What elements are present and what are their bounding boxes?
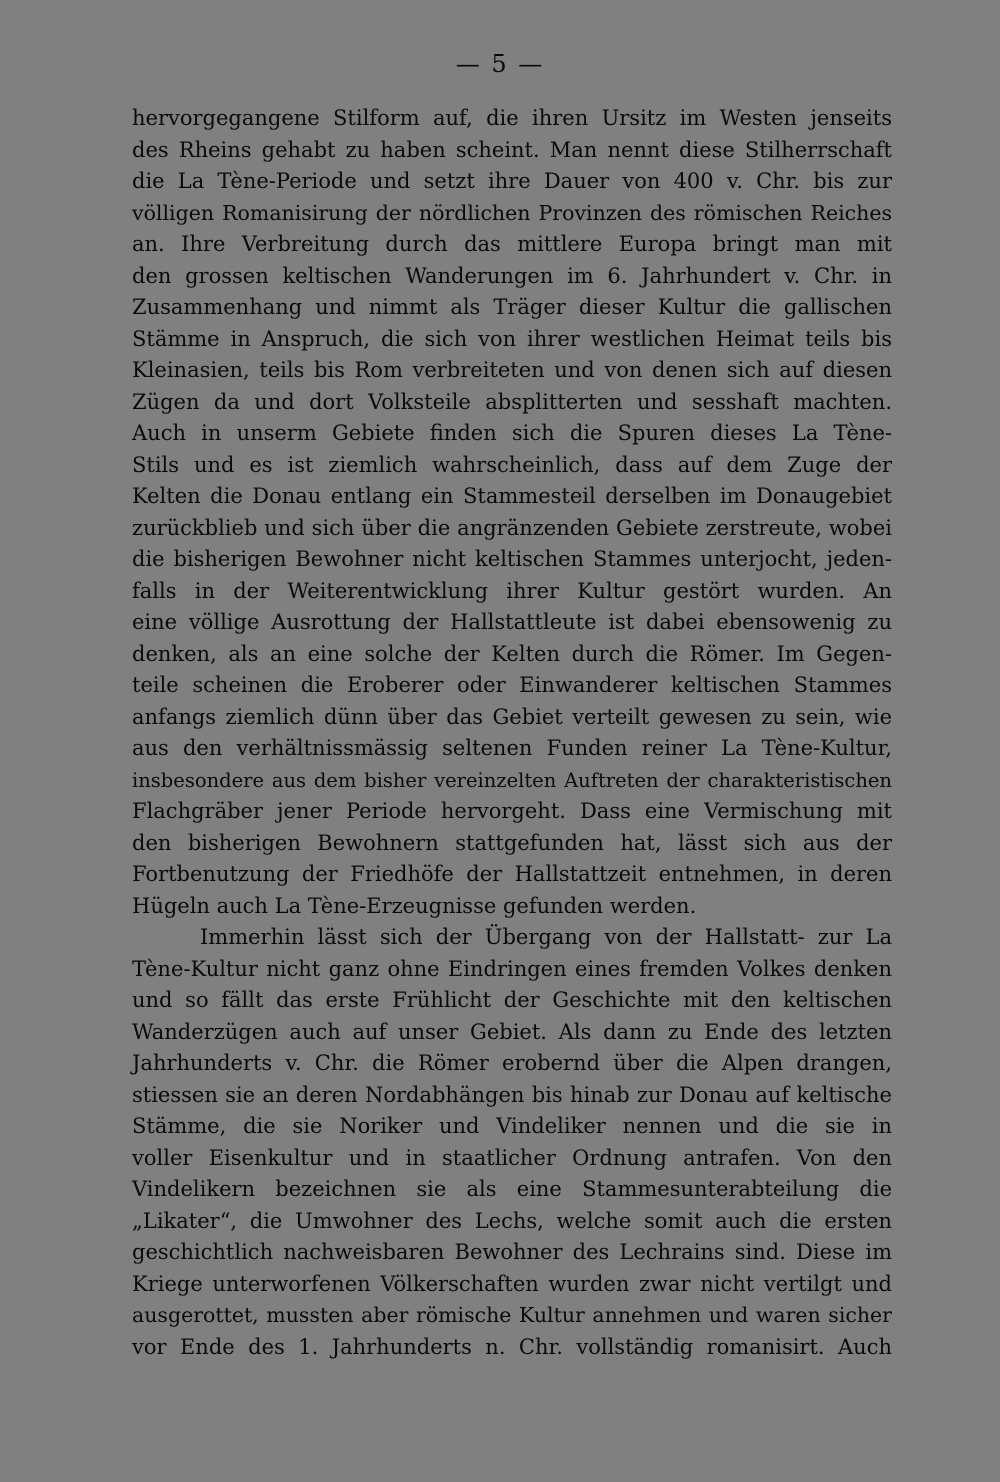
text-line: aus den verhältnissmässig seltenen Funden reiner La Tène-Kultur,: [132, 736, 892, 760]
text-line: Immerhin lässt sich der Übergang von der Hallstatt- zur La: [200, 925, 892, 949]
text-line: den grossen keltischen Wanderungen im 6. Jahrhundert v. Chr. in: [132, 263, 892, 288]
text-line: vor Ende des 1. Jahrhunderts n. Chr. vollständig romanisirt. Auch: [132, 1334, 892, 1359]
text-line: Stils und es ist ziemlich wahrscheinlich, dass auf dem Zuge der: [132, 452, 892, 477]
text-line: Fortbenutzung der Friedhöfe der Hallstattzeit entnehmen, in deren: [132, 862, 892, 886]
text-line: Kelten die Donau entlang ein Stammesteil derselben im Donaugebiet: [132, 484, 892, 508]
text-line: „Likater“, die Umwohner des Lechs, welche somit auch die ersten: [132, 1208, 892, 1233]
text-line: ausgerottet, mussten aber römische Kultur annehmen und waren sicher: [132, 1303, 892, 1327]
text-line: Kleinasien, teils bis Rom verbreiteten und von denen sich auf diesen: [132, 358, 892, 382]
text-line: falls in der Weiterentwicklung ihrer Kultur gestört wurden. An: [132, 578, 892, 603]
text-line: anfangs ziemlich dünn über das Gebiet verteilt gewesen zu sein, wie: [132, 704, 892, 729]
text-line: Stämme in Anspruch, die sich von ihrer westlichen Heimat teils bis: [132, 326, 892, 351]
text-line: hervorgegangene Stilform auf, die ihren Ursitz im Westen jenseits: [132, 106, 892, 130]
text-line: teile scheinen die Eroberer oder Einwanderer keltischen Stammes: [132, 673, 892, 697]
text-line: Zügen da und dort Volksteile absplitterten und sesshaft machten.: [132, 389, 892, 414]
text-line: an. Ihre Verbreitung durch das mittlere Europa bringt man mit: [132, 232, 892, 256]
text-line: des Rheins gehabt zu haben scheint. Man nennt diese Stilherrschaft: [132, 137, 892, 162]
text-line: insbesondere aus dem bisher vereinzelten Auftreten der charakteristischen: [132, 768, 892, 792]
text-line: Flachgräber jener Periode hervorgeht. Dass eine Vermischung mit: [132, 799, 892, 823]
text-line: stiessen sie an deren Nordabhängen bis hinab zur Donau auf keltische: [132, 1082, 892, 1107]
page-number: — 5 —: [455, 50, 545, 78]
text-line: Vindelikern bezeichnen sie als eine Stammesunterabteilung die: [132, 1177, 892, 1201]
text-line: Kriege unterworfenen Völkerschaften wurden zwar nicht vertilgt und: [132, 1271, 892, 1296]
text-line: Tène-Kultur nicht ganz ohne Eindringen eines fremden Volkes denken: [132, 956, 892, 981]
text-line: voller Eisenkultur und in staatlicher Ordnung antrafen. Von den: [132, 1145, 892, 1170]
text-line: Wanderzügen auch auf unser Gebiet. Als dann zu Ende des letzten: [132, 1019, 892, 1044]
text-line: die La Tène-Periode und setzt ihre Dauer von 400 v. Chr. bis zur: [132, 169, 892, 193]
text-line: Zusammenhang und nimmt als Träger dieser Kultur die gallischen: [132, 295, 892, 319]
text-line: völligen Romanisirung der nördlichen Provinzen des römischen Reiches: [132, 200, 892, 225]
text-line: Stämme, die sie Noriker und Vindeliker nennen und die sie in: [132, 1114, 892, 1138]
text-line: den bisherigen Bewohnern stattgefunden hat, lässt sich aus der: [132, 830, 892, 855]
text-line: die bisherigen Bewohner nicht keltischen Stammes unterjocht, jeden-: [132, 547, 892, 571]
text-line: eine völlige Ausrottung der Hallstattleute ist dabei ebensowenig zu: [132, 610, 892, 634]
body-text: [132, 103, 892, 1363]
text-line: Auch in unserm Gebiete finden sich die Spuren dieses La Tène-: [132, 421, 892, 445]
text-line: denken, als an eine solche der Kelten durch die Römer. Im Gegen-: [132, 641, 892, 666]
text-line: geschichtlich nachweisbaren Bewohner des Lechrains sind. Diese im: [132, 1240, 892, 1264]
text-line: und so fällt das erste Frühlicht der Geschichte mit den keltischen: [132, 988, 892, 1012]
text-line: Jahrhunderts v. Chr. die Römer erobernd über die Alpen drangen,: [132, 1051, 892, 1075]
text-line: Hügeln auch La Tène-Erzeugnisse gefunden werden.: [132, 893, 697, 918]
text-line: zurückblieb und sich über die angränzenden Gebiete zerstreute, wobei: [132, 515, 892, 540]
